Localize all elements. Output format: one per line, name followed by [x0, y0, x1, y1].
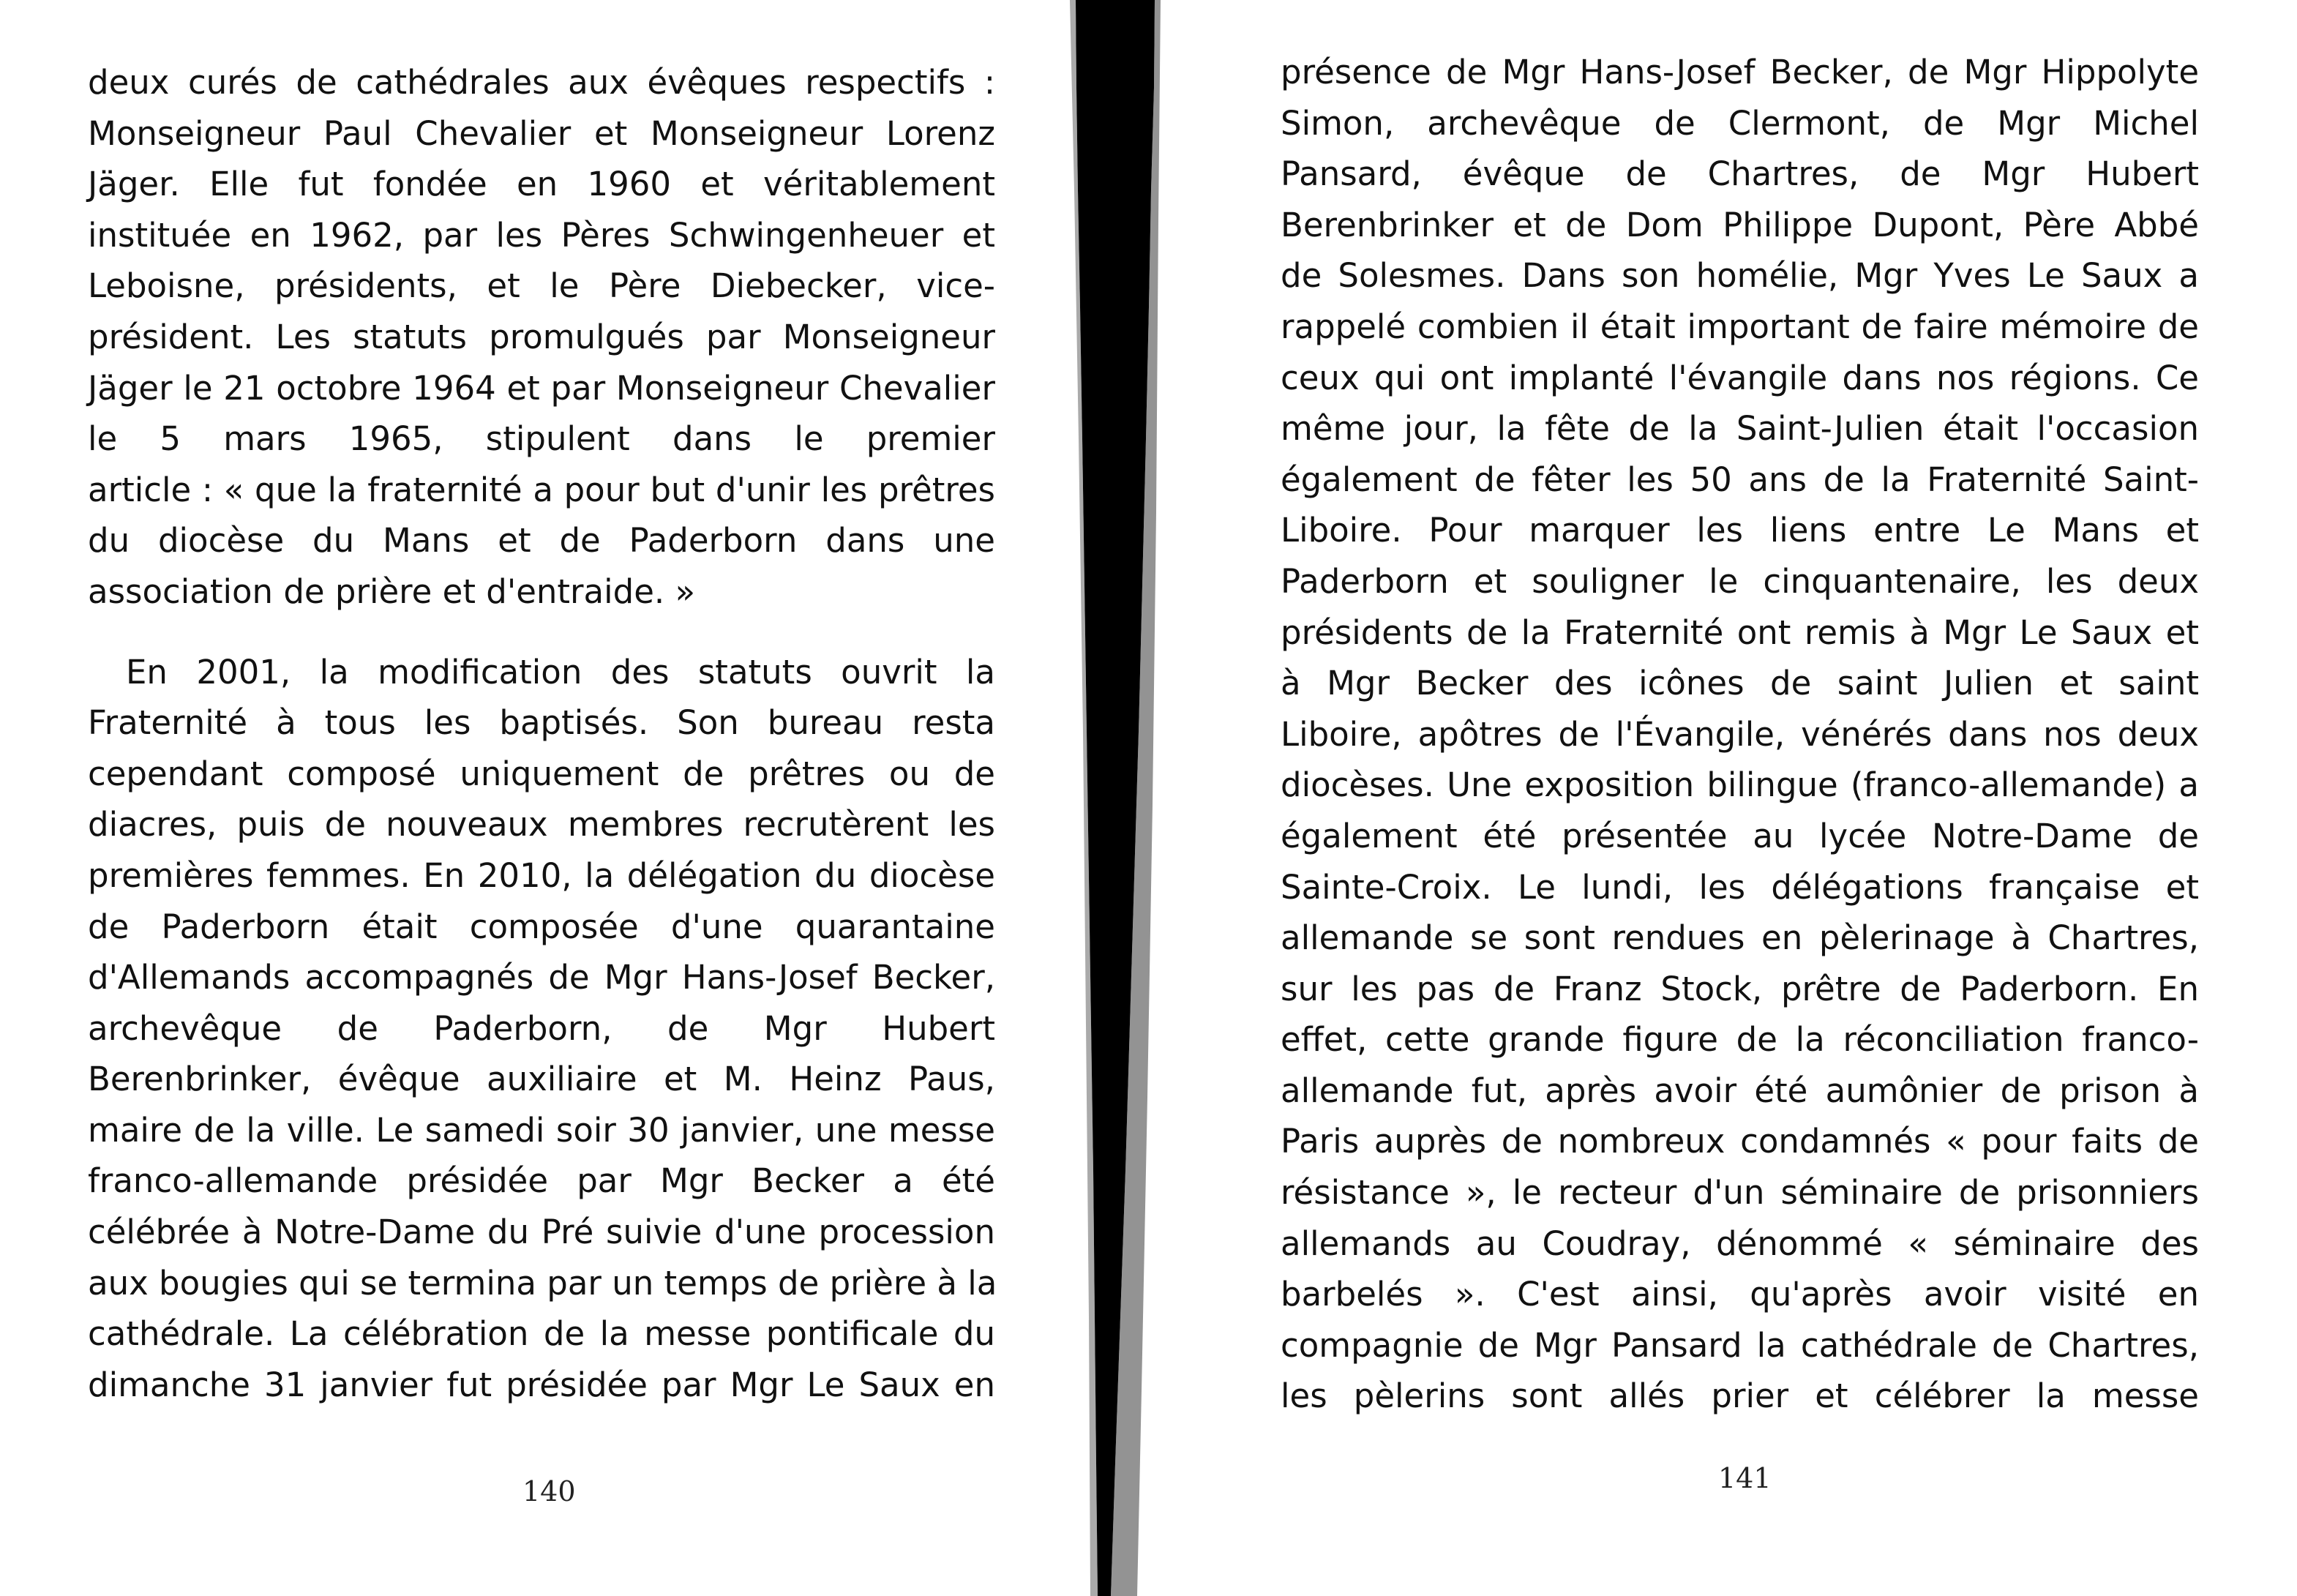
text-line: présidents de la Fraternité ont remis à Mgr Le Saux et — [1281, 612, 2199, 652]
text-line: d'Allemands accompagnés de Mgr Hans-Josef Becker, — [88, 958, 995, 997]
text-line: Berenbrinker et de Dom Philippe Dupont, Père Abbé — [1281, 205, 2199, 244]
text-line: Simon, archevêque de Clermont, de Mgr Michel — [1281, 103, 2199, 143]
text-line: sur les pas de Franz Stock, prêtre de Paderborn. En — [1281, 969, 2199, 1008]
text-line: Fraternité à tous les baptisés. Son bureau resta — [88, 703, 995, 743]
text-line: à Mgr Becker des icônes de saint Julien et saint — [1281, 664, 2199, 703]
text-line: maire de la ville. Le samedi soir 30 janvier, une messe — [88, 1110, 995, 1150]
text-line: même jour, la fête de la Saint-Julien était l'occasion — [1281, 409, 2199, 449]
text-line: de Solesmes. Dans son homélie, Mgr Yves Le Saux a — [1281, 256, 2199, 296]
text-line: effet, cette grande figure de la réconciliation franco- — [1281, 1020, 2199, 1060]
text-line: Liboire, apôtres de l'Évangile, vénérés dans nos deux — [1281, 714, 2199, 754]
left-paragraph-1 — [88, 57, 995, 618]
text-line: allemands au Coudray, dénommé « séminaire des — [1281, 1224, 2199, 1263]
text-line: le 5 mars 1965, stipulent dans le premier — [88, 419, 995, 459]
text-line: instituée en 1962, par les Pères Schwingenheuer et — [88, 215, 995, 255]
text-line: présence de Mgr Hans-Josef Becker, de Mgr Hippolyte — [1281, 53, 2199, 91]
text-line: dimanche 31 janvier fut présidée par Mgr Le Saux en — [88, 1365, 995, 1404]
gutter-shadow-shape — [1054, 0, 1200, 1596]
text-line: diacres, puis de nouveaux membres recrutèrent les — [88, 805, 995, 844]
paragraph-gap — [88, 618, 995, 647]
text-line: cathédrale. La célébration de la messe pontificale du — [88, 1314, 995, 1354]
text-line: article : « que la fraternité a pour but d'unir les prêtres — [88, 470, 995, 509]
text-line: Sainte-Croix. Le lundi, les délégations française et — [1281, 867, 2199, 907]
text-line: En 2001, la modification des statuts ouvrit la — [126, 652, 995, 692]
text-line: Berenbrinker, évêque auxiliaire et M. Heinz Paus, — [88, 1060, 995, 1099]
text-line: cependant composé uniquement de prêtres ou de — [88, 754, 995, 793]
text-line: également de fêter les 50 ans de la Fraternité Saint- — [1281, 460, 2199, 499]
right-page-body — [1281, 47, 2199, 1422]
text-line: de Paderborn était composée d'une quarantaine — [88, 907, 995, 946]
left-page — [0, 0, 1076, 1596]
text-line: diocèses. Une exposition bilingue (franco-allemande) a — [1281, 765, 2199, 805]
text-line: Jäger. Elle fut fondée en 1960 et véritablement — [88, 165, 995, 204]
text-line: deux curés de cathédrales aux évêques respectifs : — [88, 63, 995, 102]
left-page-body — [88, 57, 995, 1410]
text-line: Jäger le 21 octobre 1964 et par Monseigneur Chevalier — [88, 368, 995, 408]
text-line: Paris auprès de nombreux condamnés « pour faits de — [1281, 1122, 2199, 1161]
text-line: association de prière et d'entraide. » — [88, 572, 696, 611]
book-gutter-shadow — [1054, 0, 1200, 1596]
text-line: aux bougies qui se termina par un temps de prière à la — [88, 1263, 997, 1303]
text-line: Liboire. Pour marquer les liens entre Le Mans et — [1281, 511, 2199, 550]
text-line: franco-allemande présidée par Mgr Becker a été — [88, 1161, 995, 1201]
text-line: ceux qui ont implanté l'évangile dans nos régions. Ce — [1281, 358, 2199, 397]
text-line: Leboisne, présidents, et le Père Diebecker, vice- — [88, 266, 995, 306]
right-page — [1200, 0, 2297, 1596]
text-line: résistance », le recteur d'un séminaire de prisonniers — [1281, 1173, 2199, 1213]
text-line: Pansard, évêque de Chartres, de Mgr Hubert — [1281, 154, 2199, 194]
text-line: Monseigneur Paul Chevalier et Monseigneur Lorenz — [88, 113, 995, 153]
text-line: rappelé combien il était important de faire mémoire de — [1281, 307, 2199, 346]
text-line: barbelés ». C'est ainsi, qu'après avoir visité en — [1281, 1275, 2199, 1314]
text-line: président. Les statuts promulgués par Monseigneur — [88, 317, 995, 356]
text-line: compagnie de Mgr Pansard la cathédrale de Chartres, — [1281, 1325, 2199, 1365]
text-line: allemande se sont rendues en pèlerinage à Chartres, — [1281, 918, 2199, 958]
text-line: premières femmes. En 2010, la délégation du diocèse — [88, 855, 995, 895]
text-line: les pèlerins sont allés prier et célébrer la messe — [1281, 1376, 2199, 1416]
page-number: 141 — [1718, 1462, 1772, 1494]
text-line: Paderborn et souligner le cinquantenaire, les deux — [1281, 561, 2199, 601]
text-line: du diocèse du Mans et de Paderborn dans une — [88, 521, 995, 561]
text-line: également été présentée au lycée Notre-Dame de — [1281, 816, 2199, 855]
left-paragraph-2 — [88, 647, 995, 1411]
text-line: allemande fut, après avoir été aumônier de prison à — [1281, 1071, 2199, 1110]
text-line: célébrée à Notre-Dame du Pré suivie d'une procession — [88, 1213, 995, 1252]
text-line: archevêque de Paderborn, de Mgr Hubert — [88, 1008, 995, 1048]
page-number: 140 — [522, 1475, 576, 1507]
